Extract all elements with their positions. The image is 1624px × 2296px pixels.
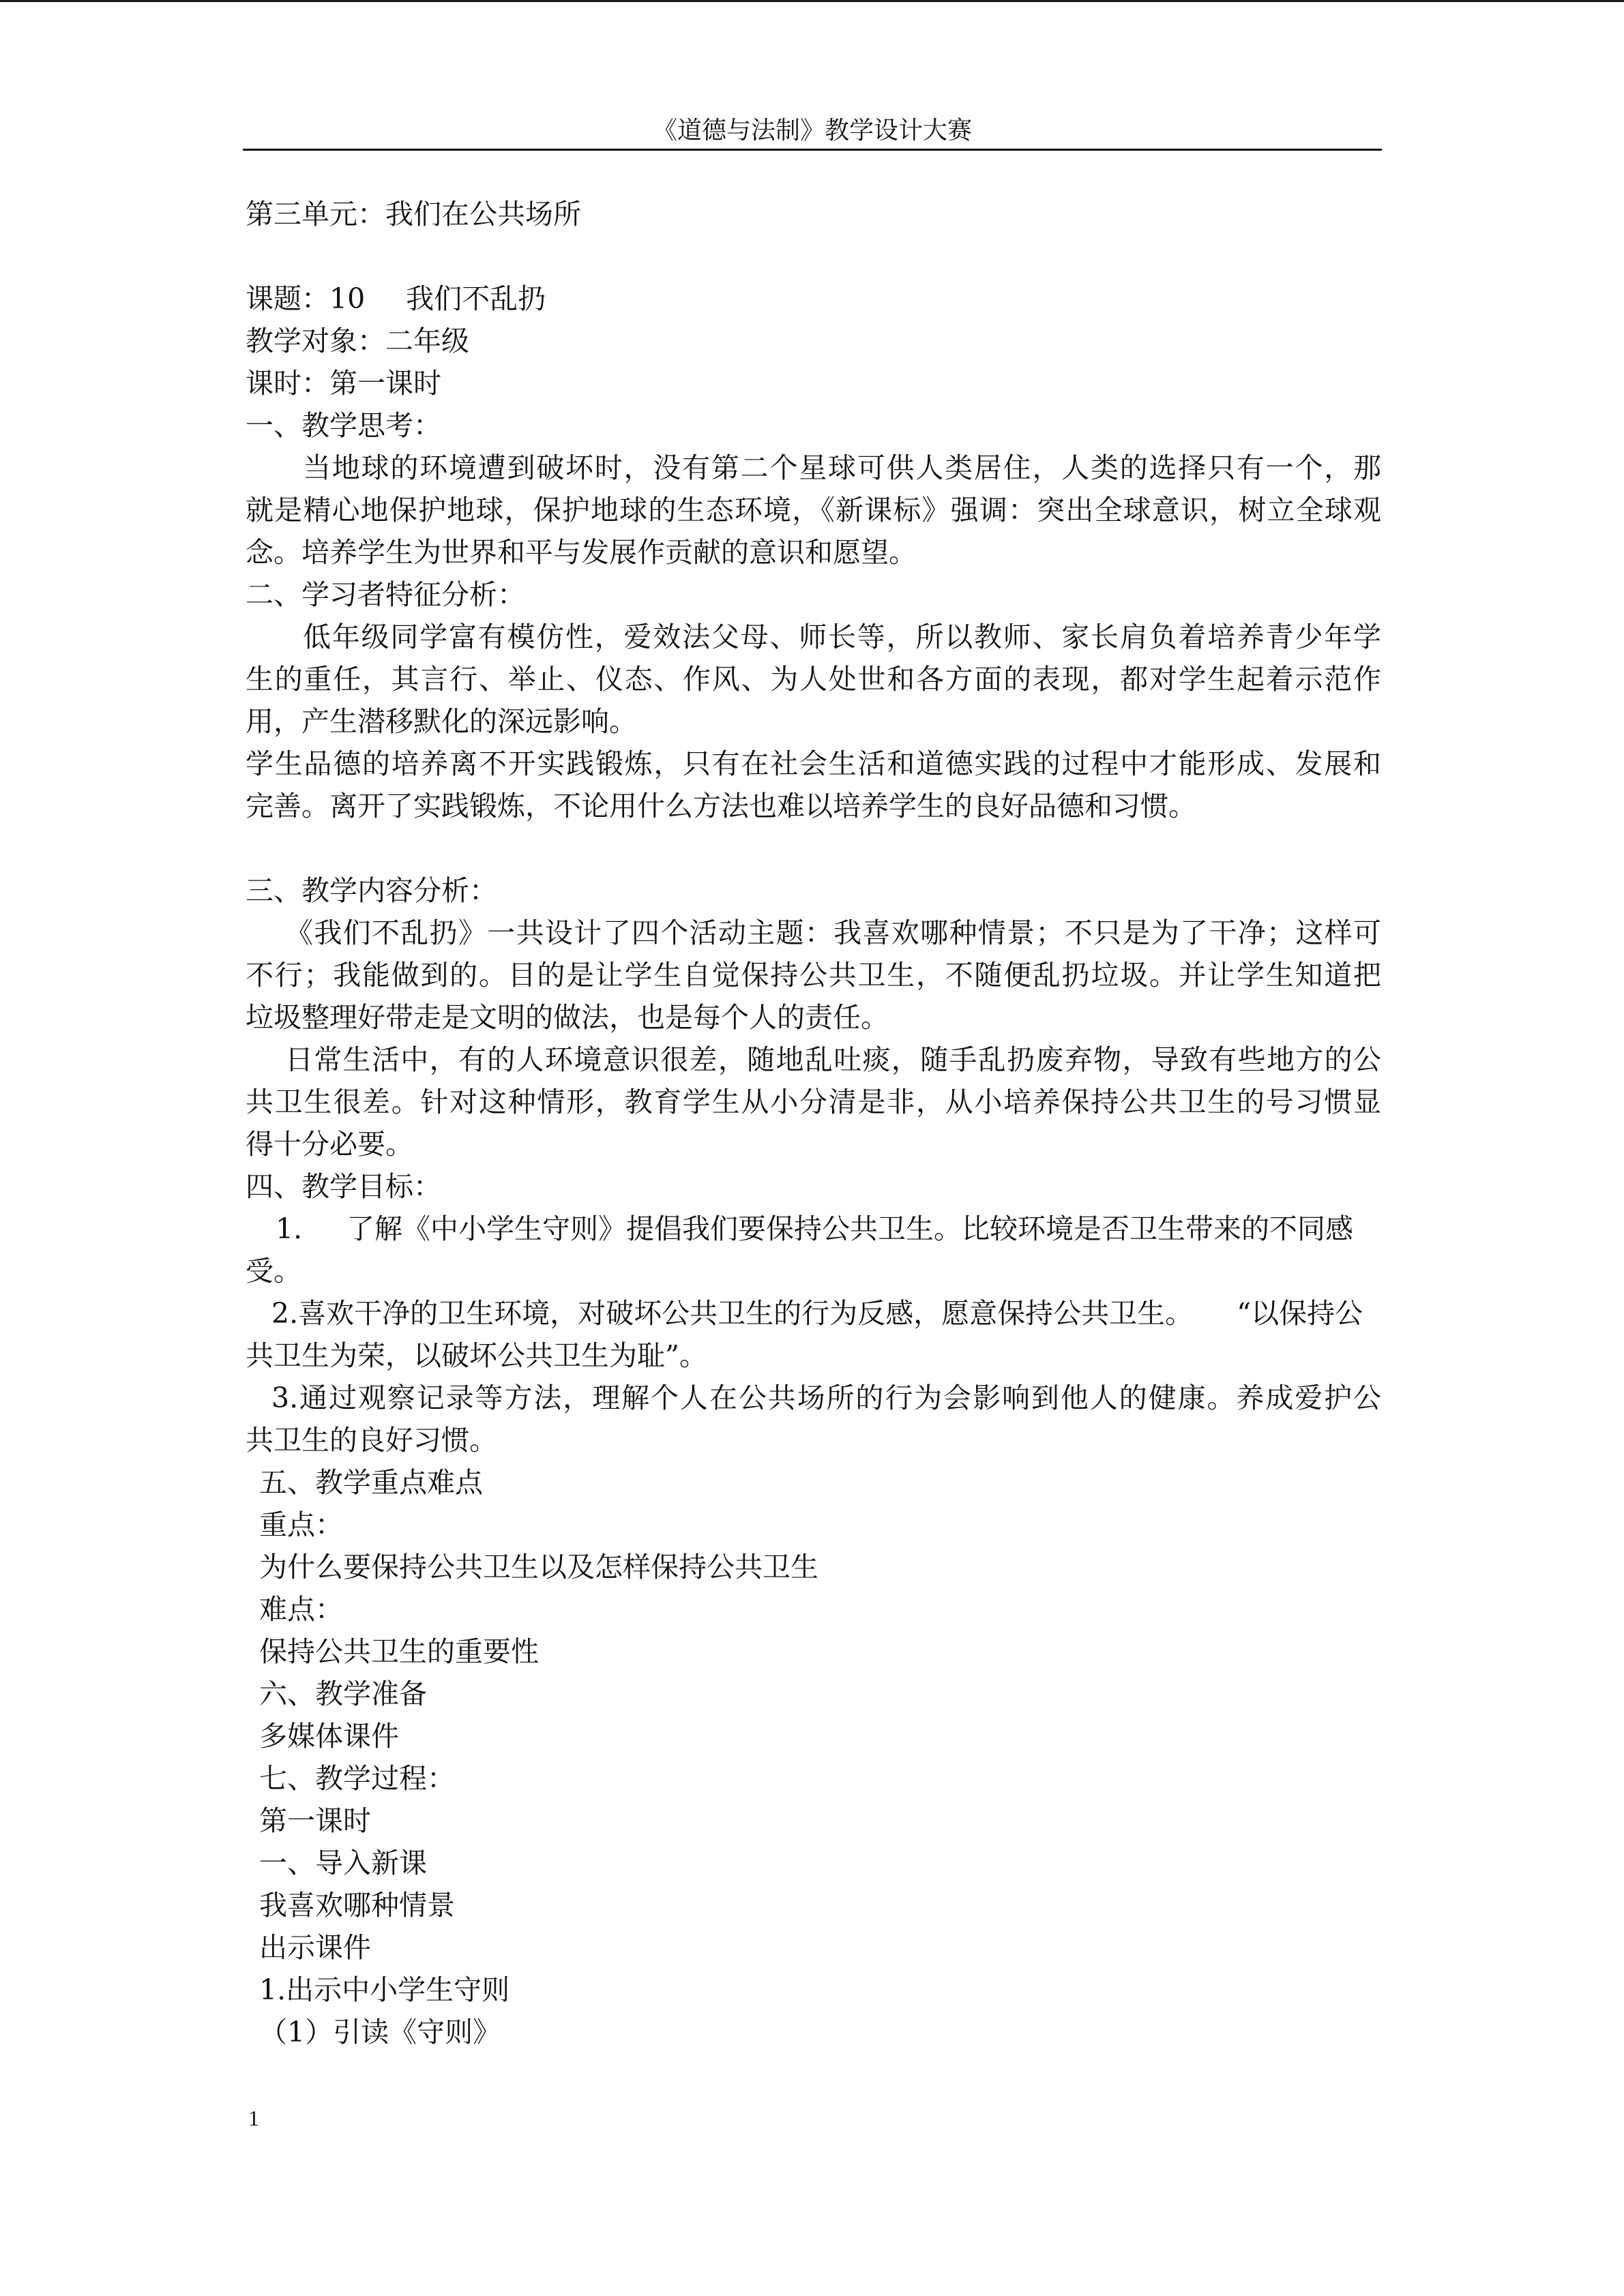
section-heading-goals: 四、教学目标：	[246, 1170, 441, 1203]
goal-2-quote: “以保持公	[1237, 1297, 1363, 1330]
paragraph-line: 得十分必要。	[246, 1128, 413, 1161]
section-heading-learners: 二、学习者特征分析：	[246, 578, 525, 611]
paragraph-line: 《我们不乱扔》一共设计了四个活动主题：我喜欢哪种情景；不只是为了干净；这样可	[285, 916, 1381, 949]
lesson-number: 课题：10	[246, 282, 366, 315]
process-item-1: 1.出示中小学生守则	[259, 1973, 510, 2006]
goal-1-continued: 受。	[246, 1255, 301, 1287]
paragraph-line: 日常生活中，有的人环境意识很差，随地乱吐痰，随手乱扔废弃物，导致有些地方的公	[285, 1043, 1381, 1076]
section-heading-content: 三、教学内容分析：	[246, 874, 497, 907]
goal-3-line: 3.通过观察记录等方法，理解个人在公共场所的行为会影响到他人的健康。养成爱护公	[271, 1382, 1381, 1414]
blank-line	[246, 235, 1381, 278]
goal-1-text: 了解《中小学生守则》提倡我们要保持公共卫生。比较环境是否卫生带来的不同感	[346, 1212, 1353, 1245]
blank-line	[246, 827, 1381, 869]
difficulty-text: 保持公共卫生的重要性	[259, 1635, 539, 1668]
paragraph-line: 完善。离开了实践锻炼，不论用什么方法也难以培养学生的良好品德和习惯。	[246, 790, 1196, 822]
page-number: 1	[248, 2106, 259, 2130]
process-show-slides: 出示课件	[259, 1931, 371, 1964]
lesson-line	[246, 278, 1381, 320]
preparation-text: 多媒体课件	[259, 1720, 399, 1753]
header-divider	[243, 149, 1382, 151]
lesson-title: 我们不乱扔	[406, 282, 546, 315]
goal-1-line	[246, 1208, 1381, 1250]
difficulty-label: 难点：	[259, 1593, 343, 1626]
goal-2-line	[246, 1292, 1381, 1335]
paragraph-line: 学生品德的培养离不开实践锻炼，只有在社会生活和道德实践的过程中才能形成、发展和	[246, 747, 1381, 780]
key-point-text: 为什么要保持公共卫生以及怎样保持公共卫生	[259, 1551, 818, 1583]
section-heading-process: 七、教学过程：	[259, 1762, 455, 1795]
section-heading-thinking: 一、教学思考：	[246, 409, 441, 442]
paragraph-line: 不行；我能做到的。目的是让学生自觉保持公共卫生，不随便乱扔垃圾。并让学生知道把	[246, 959, 1381, 992]
document-body	[246, 193, 1381, 2053]
paragraph-line: 低年级同学富有模仿性，爱效法父母、师长等，所以教师、家长肩负着培养青少年学	[303, 621, 1381, 653]
top-border	[0, 0, 1624, 2]
period-line: 课时：第一课时	[246, 367, 441, 400]
process-topic: 我喜欢哪种情景	[259, 1889, 455, 1922]
process-item-1-sub: （1）引读《守则》	[259, 2016, 501, 2048]
goal-2-text: 2.喜欢干净的卫生环境，对破坏公共卫生的行为反感，愿意保持公共卫生。	[271, 1297, 1194, 1330]
process-step-intro: 一、导入新课	[259, 1847, 427, 1879]
paragraph-line: 共卫生很差。针对这种情形，教育学生从小分清是非，从小培养保持公共卫生的号习惯显	[246, 1086, 1381, 1118]
process-period: 第一课时	[259, 1804, 371, 1837]
unit-title: 第三单元：我们在公共场所	[246, 198, 581, 230]
audience-line: 教学对象：二年级	[246, 325, 469, 357]
paragraph-line: 念。培养学生为世界和平与发展作贡献的意识和愿望。	[246, 536, 917, 569]
paragraph-line: 垃圾整理好带走是文明的做法，也是每个人的责任。	[246, 1001, 889, 1034]
section-heading-key-points: 五、教学重点难点	[259, 1466, 483, 1499]
paragraph-line: 生的重任，其言行、举止、仪态、作风、为人处世和各方面的表现，都对学生起着示范作	[246, 663, 1381, 696]
paragraph-line: 用，产生潜移默化的深远影响。	[246, 705, 637, 738]
section-heading-preparation: 六、教学准备	[259, 1678, 427, 1710]
paragraph-line: 当地球的环境遭到破坏时，没有第二个星球可供人类居住，人类的选择只有一个，那	[303, 451, 1381, 484]
goal-2-continued: 共卫生为荣，以破坏公共卫生为耻”。	[246, 1339, 707, 1372]
goal-3-continued: 共卫生的良好习惯。	[246, 1424, 497, 1457]
goal-1-number: 1.	[276, 1212, 303, 1245]
paragraph-line: 就是精心地保护地球，保护地球的生态环境，《新课标》强调：突出全球意识，树立全球观	[246, 494, 1381, 526]
key-point-label: 重点：	[259, 1508, 343, 1541]
page-header-title: 《道德与法制》教学设计大赛	[652, 117, 972, 145]
